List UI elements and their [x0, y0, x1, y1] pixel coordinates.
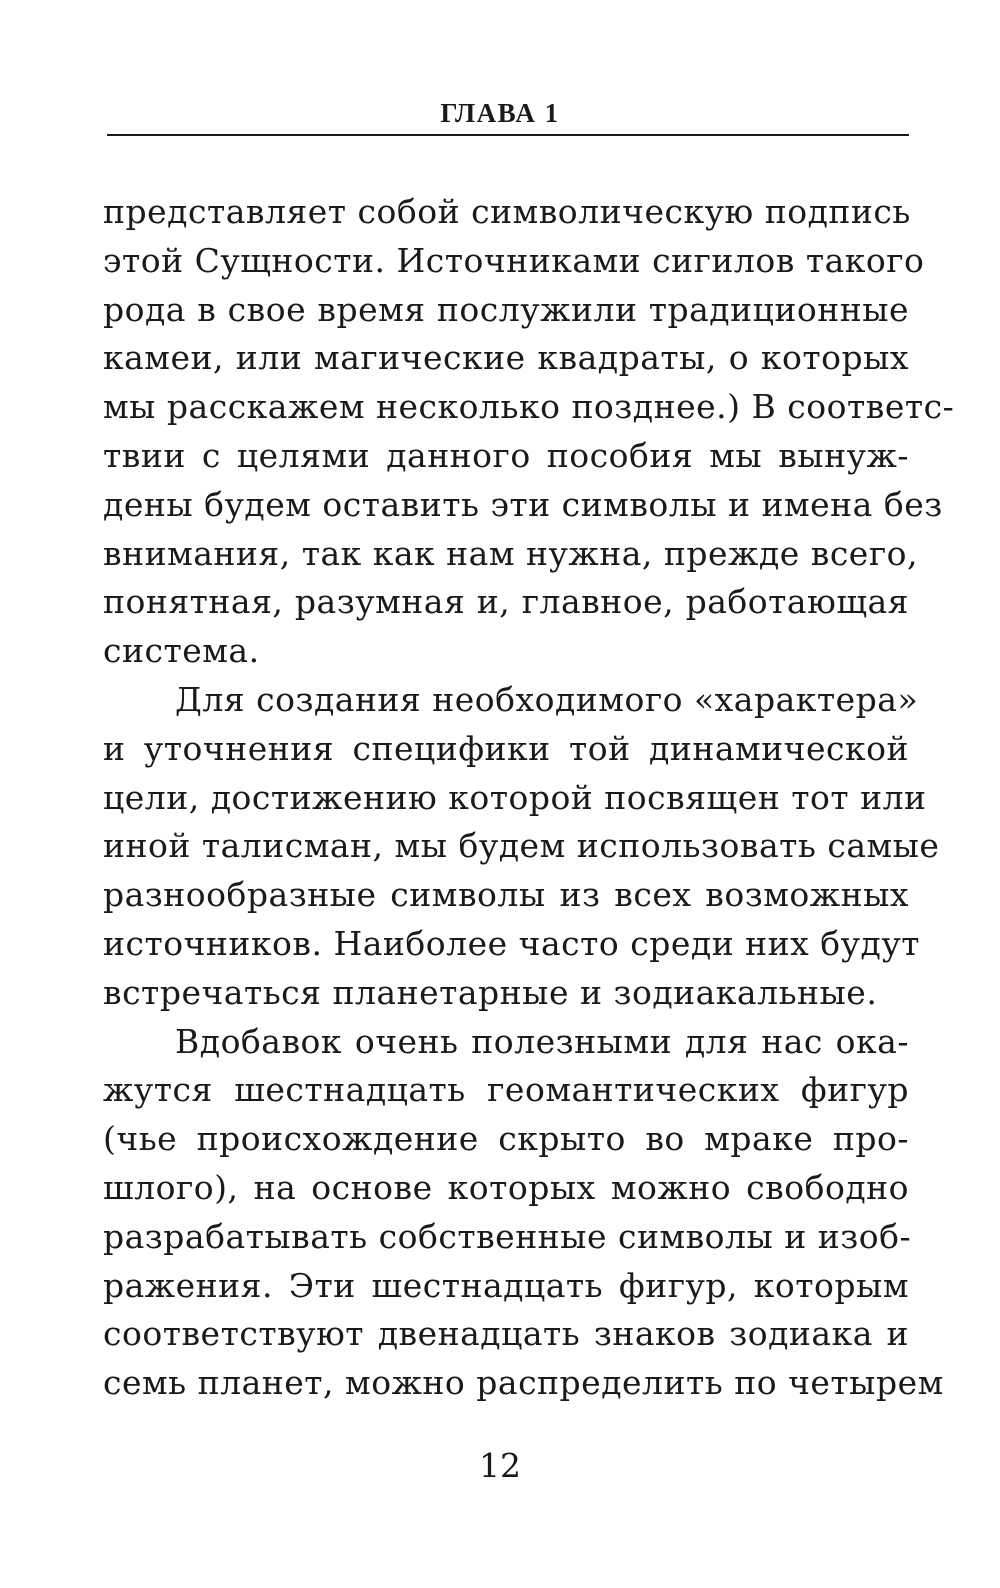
text-line: (чье происхождение скрыто во мраке про-	[103, 1119, 909, 1159]
text-line: внимания, так как нам нужна, прежде всего,	[103, 533, 918, 573]
text-line: и уточнения специфики той динамической	[103, 728, 909, 768]
text-line: ражения. Эти шестнадцать фигур, которым	[103, 1265, 909, 1305]
text-line: твии с целями данного пособия мы вынуж-	[103, 435, 909, 475]
text-line: мы расскажем несколько позднее.) В соответс-	[103, 387, 955, 427]
text-line: разрабатывать собственные символы и изоб-	[103, 1216, 912, 1256]
text-line: соответствуют двенадцать знаков зодиака и	[103, 1314, 909, 1354]
text-line: иной талисман, мы будем использовать самые	[103, 826, 940, 866]
text-line: шлого), на основе которых можно свободно	[103, 1167, 909, 1207]
text-line: источников. Наиболее часто среди них будут	[103, 923, 921, 963]
text-line: Вдобавок очень полезными для нас ока-	[175, 1021, 909, 1061]
text-line: рода в свое время послужили традиционные	[103, 289, 909, 329]
text-line: система.	[103, 631, 260, 671]
text-line: разнообразные символы из всех возможных	[103, 875, 909, 915]
text-line: Для создания необходимого «характера»	[175, 679, 919, 719]
running-head-rule	[107, 134, 909, 136]
text-line: понятная, разумная и, главное, работающая	[103, 582, 909, 622]
text-line: камеи, или магические квадраты, о которых	[103, 338, 909, 378]
text-line: представляет собой символическую подпись	[103, 192, 911, 231]
text-line: дены будем оставить эти символы и имена без	[103, 484, 943, 524]
text-line: семь планет, можно распределить по четырем	[103, 1363, 944, 1403]
text-line: встречаться планетарные и зодиакальные.	[103, 972, 878, 1012]
text-line: цели, достижению которой посвящен тот или	[103, 777, 927, 817]
text-line: этой Сущности. Источниками сигилов такого	[103, 240, 925, 280]
running-head: ГЛАВА 1	[440, 98, 560, 128]
text-line: жутся шестнадцать геомантических фигур	[103, 1070, 909, 1110]
body-text	[103, 188, 955, 1408]
page-number: 12	[479, 1446, 521, 1485]
